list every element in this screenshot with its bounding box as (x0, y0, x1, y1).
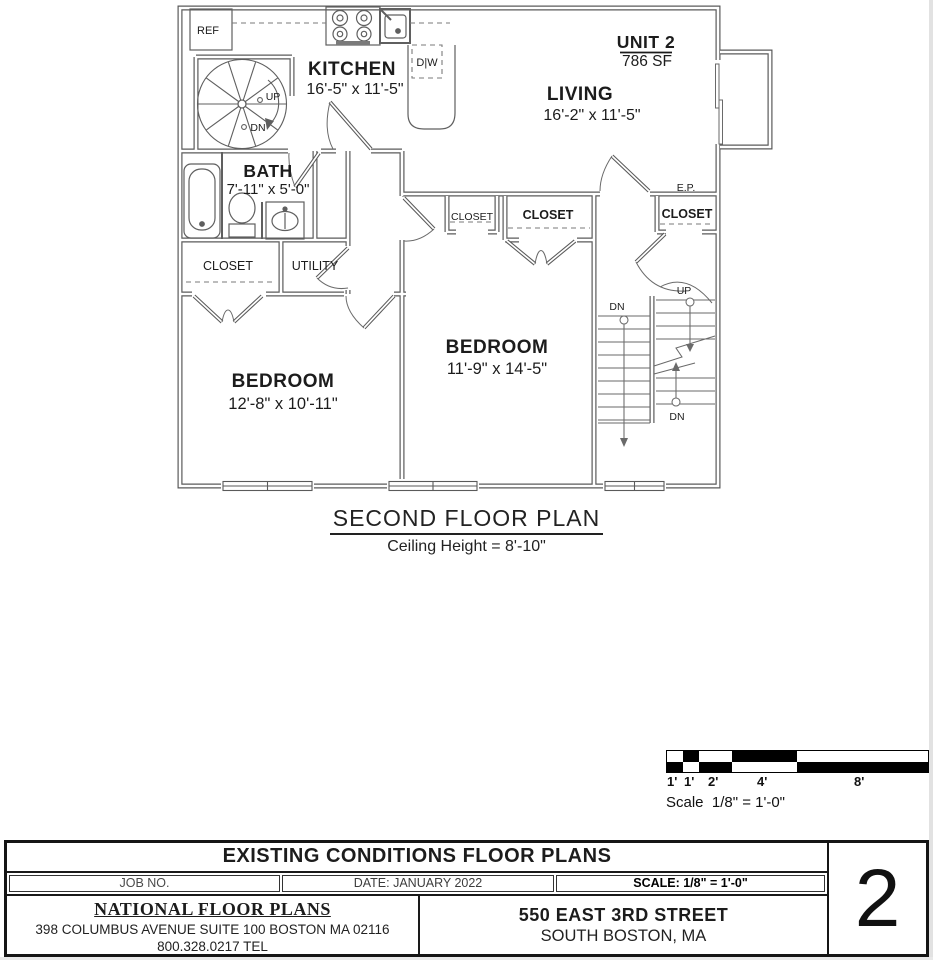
plan-caption (0, 505, 933, 556)
scale-tick-1a: 1' (667, 774, 678, 789)
title-block-fields (7, 873, 827, 896)
closet-small-label: CLOSET (450, 211, 494, 223)
stair-right-down-label: DN (669, 411, 685, 423)
date-field: DATE: JANUARY 2022 (282, 875, 554, 892)
scale-tick-1b: 1' (684, 774, 695, 789)
project-info (420, 896, 827, 954)
kitchen-label: KITCHEN (308, 59, 396, 80)
wall-openings (221, 60, 724, 492)
bath-dims: 7'-11" x 5'-0" (226, 181, 310, 198)
scale-note: Scale 1/8" = 1'-0" (666, 794, 785, 811)
plan-title: SECOND FLOOR PLAN (330, 505, 604, 535)
closet-right-label: CLOSET (661, 207, 713, 221)
unit-area: 786 SF (622, 53, 672, 70)
scale-tick-8: 8' (854, 774, 865, 789)
bath-label: BATH (243, 161, 293, 181)
closet-middle-label: CLOSET (522, 208, 574, 222)
graphic-scale (664, 748, 932, 818)
firm-address: 398 COLUMBUS AVENUE SUITE 100 BOSTON MA 02116 (35, 922, 390, 937)
scale-tick-4: 4' (757, 774, 768, 789)
bedroom1-label: BEDROOM (231, 371, 335, 392)
main-stairs (598, 298, 715, 447)
stair-left-down-label: DN (609, 301, 625, 313)
unit-label: UNIT 2 (616, 32, 676, 52)
project-city: SOUTH BOSTON, MA (540, 926, 707, 945)
living-label: LIVING (546, 84, 614, 105)
utility-label: UTILITY (291, 259, 339, 273)
firm-name: NATIONAL FLOOR PLANS (94, 899, 331, 919)
kitchen-dims: 16'-5" x 11'-5" (306, 81, 404, 98)
spiral-stair (198, 60, 287, 149)
scale-tick-2: 2' (708, 774, 719, 789)
sheet-title: EXISTING CONDITIONS FLOOR PLANS (7, 843, 827, 873)
firm-phone: 800.328.0217 TEL (157, 939, 268, 954)
ceiling-height-note: Ceiling Height = 8'-10" (387, 538, 546, 555)
job-number-field: JOB NO. (9, 875, 280, 892)
firm-info (7, 896, 420, 954)
project-street: 550 EAST 3RD STREET (518, 904, 729, 925)
electrical-panel-label: E.P. (676, 182, 696, 194)
living-dims: 16'-2" x 11'-5" (543, 107, 641, 124)
stair-right-up-label: UP (676, 285, 692, 297)
dishwasher-label: D|W (416, 57, 438, 69)
bedroom1-dims: 12'-8" x 10'-11" (228, 395, 338, 413)
scale-field: SCALE: 1/8" = 1'-0" (556, 875, 825, 892)
sheet-number-cell (827, 843, 926, 954)
closet-left-label: CLOSET (202, 259, 254, 273)
bedroom2-label: BEDROOM (445, 337, 549, 358)
bedroom2-dims: 11'-9" x 14'-5" (446, 360, 548, 378)
spiral-down-label: DN (250, 122, 266, 134)
title-block (4, 840, 929, 957)
toilet-tank (229, 224, 255, 237)
refrigerator-label: REF (197, 25, 219, 37)
scan-edge-right (929, 0, 933, 960)
scale-bar (666, 750, 929, 773)
sheet-number: 2 (854, 852, 901, 944)
spiral-up-label: UP (265, 91, 281, 103)
